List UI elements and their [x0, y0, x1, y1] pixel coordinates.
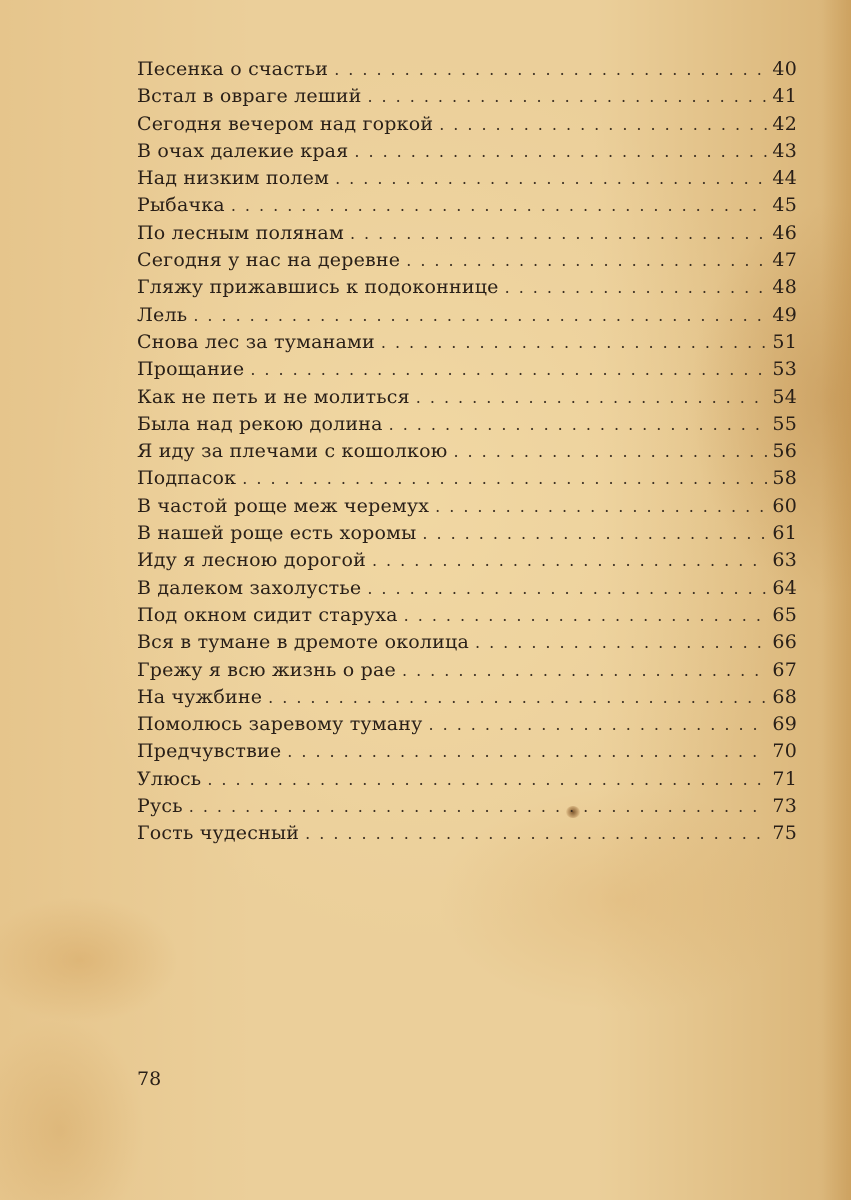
toc-dot-leader [250, 356, 767, 383]
toc-entry-page: 67 [772, 658, 797, 681]
toc-entry-page: 58 [772, 467, 797, 490]
toc-dot-leader [475, 629, 767, 656]
toc-entry [137, 465, 797, 492]
toc-entry-title: Подпасок [137, 467, 237, 490]
toc-entry-page: 51 [772, 330, 797, 353]
toc-entry-title: Сегодня вечером над горкой [137, 112, 434, 135]
toc-entry-title: Грежу я всю жизнь о рае [137, 658, 396, 681]
toc-dot-leader [305, 820, 767, 847]
toc-entry-title: Вся в тумане в дремоте околица [137, 631, 469, 654]
toc-entry-title: Под окном сидит старуха [137, 603, 398, 626]
toc-entry-title: Гость чудесный [137, 822, 300, 845]
toc-entry [137, 274, 797, 301]
toc-entry-title: В нашей роще есть хоромы [137, 522, 417, 545]
toc-entry-title: Встал в овраге леший [137, 85, 362, 108]
toc-entry-page: 66 [772, 631, 797, 654]
toc-dot-leader [334, 56, 767, 83]
toc-entry-page: 68 [772, 685, 797, 708]
toc-entry-page: 69 [772, 713, 797, 736]
toc-entry-page: 41 [772, 85, 797, 108]
toc-dot-leader [381, 329, 767, 356]
toc-dot-leader [287, 738, 767, 765]
toc-dot-leader [231, 192, 767, 219]
toc-entry-page: 64 [772, 576, 797, 599]
toc-dot-leader [268, 684, 767, 711]
toc-entry [137, 220, 797, 247]
toc-dot-leader [389, 411, 767, 438]
toc-entry-title: Над низким полем [137, 167, 330, 190]
toc-entry [137, 493, 797, 520]
toc-entry [137, 247, 797, 274]
toc-entry-page: 46 [772, 221, 797, 244]
toc-entry-page: 44 [772, 167, 797, 190]
toc-entry-page: 55 [772, 412, 797, 435]
toc-entry [137, 547, 797, 574]
toc-entry-page: 65 [772, 603, 797, 626]
toc-dot-leader [416, 384, 767, 411]
toc-entry [137, 575, 797, 602]
toc-entry-title: Рыбачка [137, 194, 225, 217]
toc-entry-title: По лесным полянам [137, 221, 344, 244]
toc-dot-leader [505, 274, 767, 301]
toc-entry-page: 48 [772, 276, 797, 299]
toc-entry [137, 602, 797, 629]
toc-dot-leader [335, 165, 767, 192]
toc-entry-page: 70 [772, 740, 797, 763]
toc-entry [137, 165, 797, 192]
toc-dot-leader [404, 602, 767, 629]
toc-entry-title: В очах далекие края [137, 139, 349, 162]
toc-dot-leader [453, 438, 767, 465]
toc-entry-page: 47 [772, 249, 797, 272]
toc-entry-page: 40 [772, 58, 797, 80]
toc-entry-title: Песенка о счастьи [137, 58, 329, 80]
toc-entry [137, 629, 797, 656]
table-of-contents [137, 56, 797, 848]
toc-entry-page: 63 [772, 549, 797, 572]
toc-entry-title: В далеком захолустье [137, 576, 362, 599]
toc-entry-title: Помолюсь заревому туману [137, 713, 423, 736]
toc-entry-title: Иду я лесною дорогой [137, 549, 366, 572]
toc-entry-title: В частой роще меж черемух [137, 494, 430, 517]
toc-entry [137, 711, 797, 738]
toc-entry-page: 49 [772, 303, 797, 326]
toc-entry-title: Улюсь [137, 767, 202, 790]
toc-entry-title: Прощание [137, 358, 245, 381]
toc-entry-page: 56 [772, 440, 797, 463]
toc-entry-page: 42 [772, 112, 797, 135]
toc-dot-leader [242, 465, 767, 492]
toc-entry [137, 302, 797, 329]
toc-entry-page: 71 [772, 767, 797, 790]
toc-dot-leader [422, 520, 767, 547]
toc-entry-title: Сегодня у нас на деревне [137, 249, 401, 272]
toc-entry [137, 411, 797, 438]
toc-entry-page: 43 [772, 139, 797, 162]
toc-entry [137, 138, 797, 165]
toc-entry-title: Как не петь и не молиться [137, 385, 410, 408]
toc-entry [137, 438, 797, 465]
toc-entry [137, 356, 797, 383]
toc-entry [137, 384, 797, 411]
toc-entry [137, 56, 797, 83]
page-number: 78 [137, 1068, 162, 1090]
toc-entry-title: На чужбине [137, 685, 263, 708]
toc-entry [137, 83, 797, 110]
toc-entry-title: Снова лес за туманами [137, 330, 375, 353]
toc-entry-page: 53 [772, 358, 797, 381]
toc-dot-leader [429, 711, 767, 738]
toc-dot-leader [354, 138, 767, 165]
toc-entry-page: 60 [772, 494, 797, 517]
toc-dot-leader [367, 83, 767, 110]
toc-entry [137, 192, 797, 219]
toc-entry [137, 657, 797, 684]
toc-entry [137, 820, 797, 847]
toc-dot-leader [207, 766, 767, 793]
toc-entry-title: Лель [137, 303, 188, 326]
toc-entry-page: 54 [772, 385, 797, 408]
toc-entry [137, 684, 797, 711]
toc-entry [137, 520, 797, 547]
toc-dot-leader [406, 247, 767, 274]
toc-entry-page: 61 [772, 522, 797, 545]
toc-entry [137, 111, 797, 138]
toc-dot-leader [189, 793, 767, 820]
page-edge-shadow [821, 0, 851, 1200]
toc-dot-leader [367, 575, 767, 602]
toc-dot-leader [402, 657, 767, 684]
toc-entry [137, 793, 797, 820]
toc-dot-leader [372, 547, 767, 574]
toc-dot-leader [435, 493, 767, 520]
toc-entry [137, 329, 797, 356]
toc-entry-title: Гляжу прижавшись к подоконнице [137, 276, 499, 299]
toc-dot-leader [193, 302, 767, 329]
toc-entry-title: Русь [137, 795, 183, 818]
toc-entry-title: Я иду за плечами с кошолкою [137, 440, 448, 463]
toc-entry-page: 73 [772, 795, 797, 818]
toc-entry [137, 738, 797, 765]
toc-entry-title: Предчувствие [137, 740, 282, 763]
toc-entry-page: 45 [772, 194, 797, 217]
toc-entry-page: 75 [772, 822, 797, 845]
toc-dot-leader [439, 111, 767, 138]
toc-entry [137, 766, 797, 793]
toc-dot-leader [350, 220, 767, 247]
toc-entry-title: Была над рекою долина [137, 412, 383, 435]
